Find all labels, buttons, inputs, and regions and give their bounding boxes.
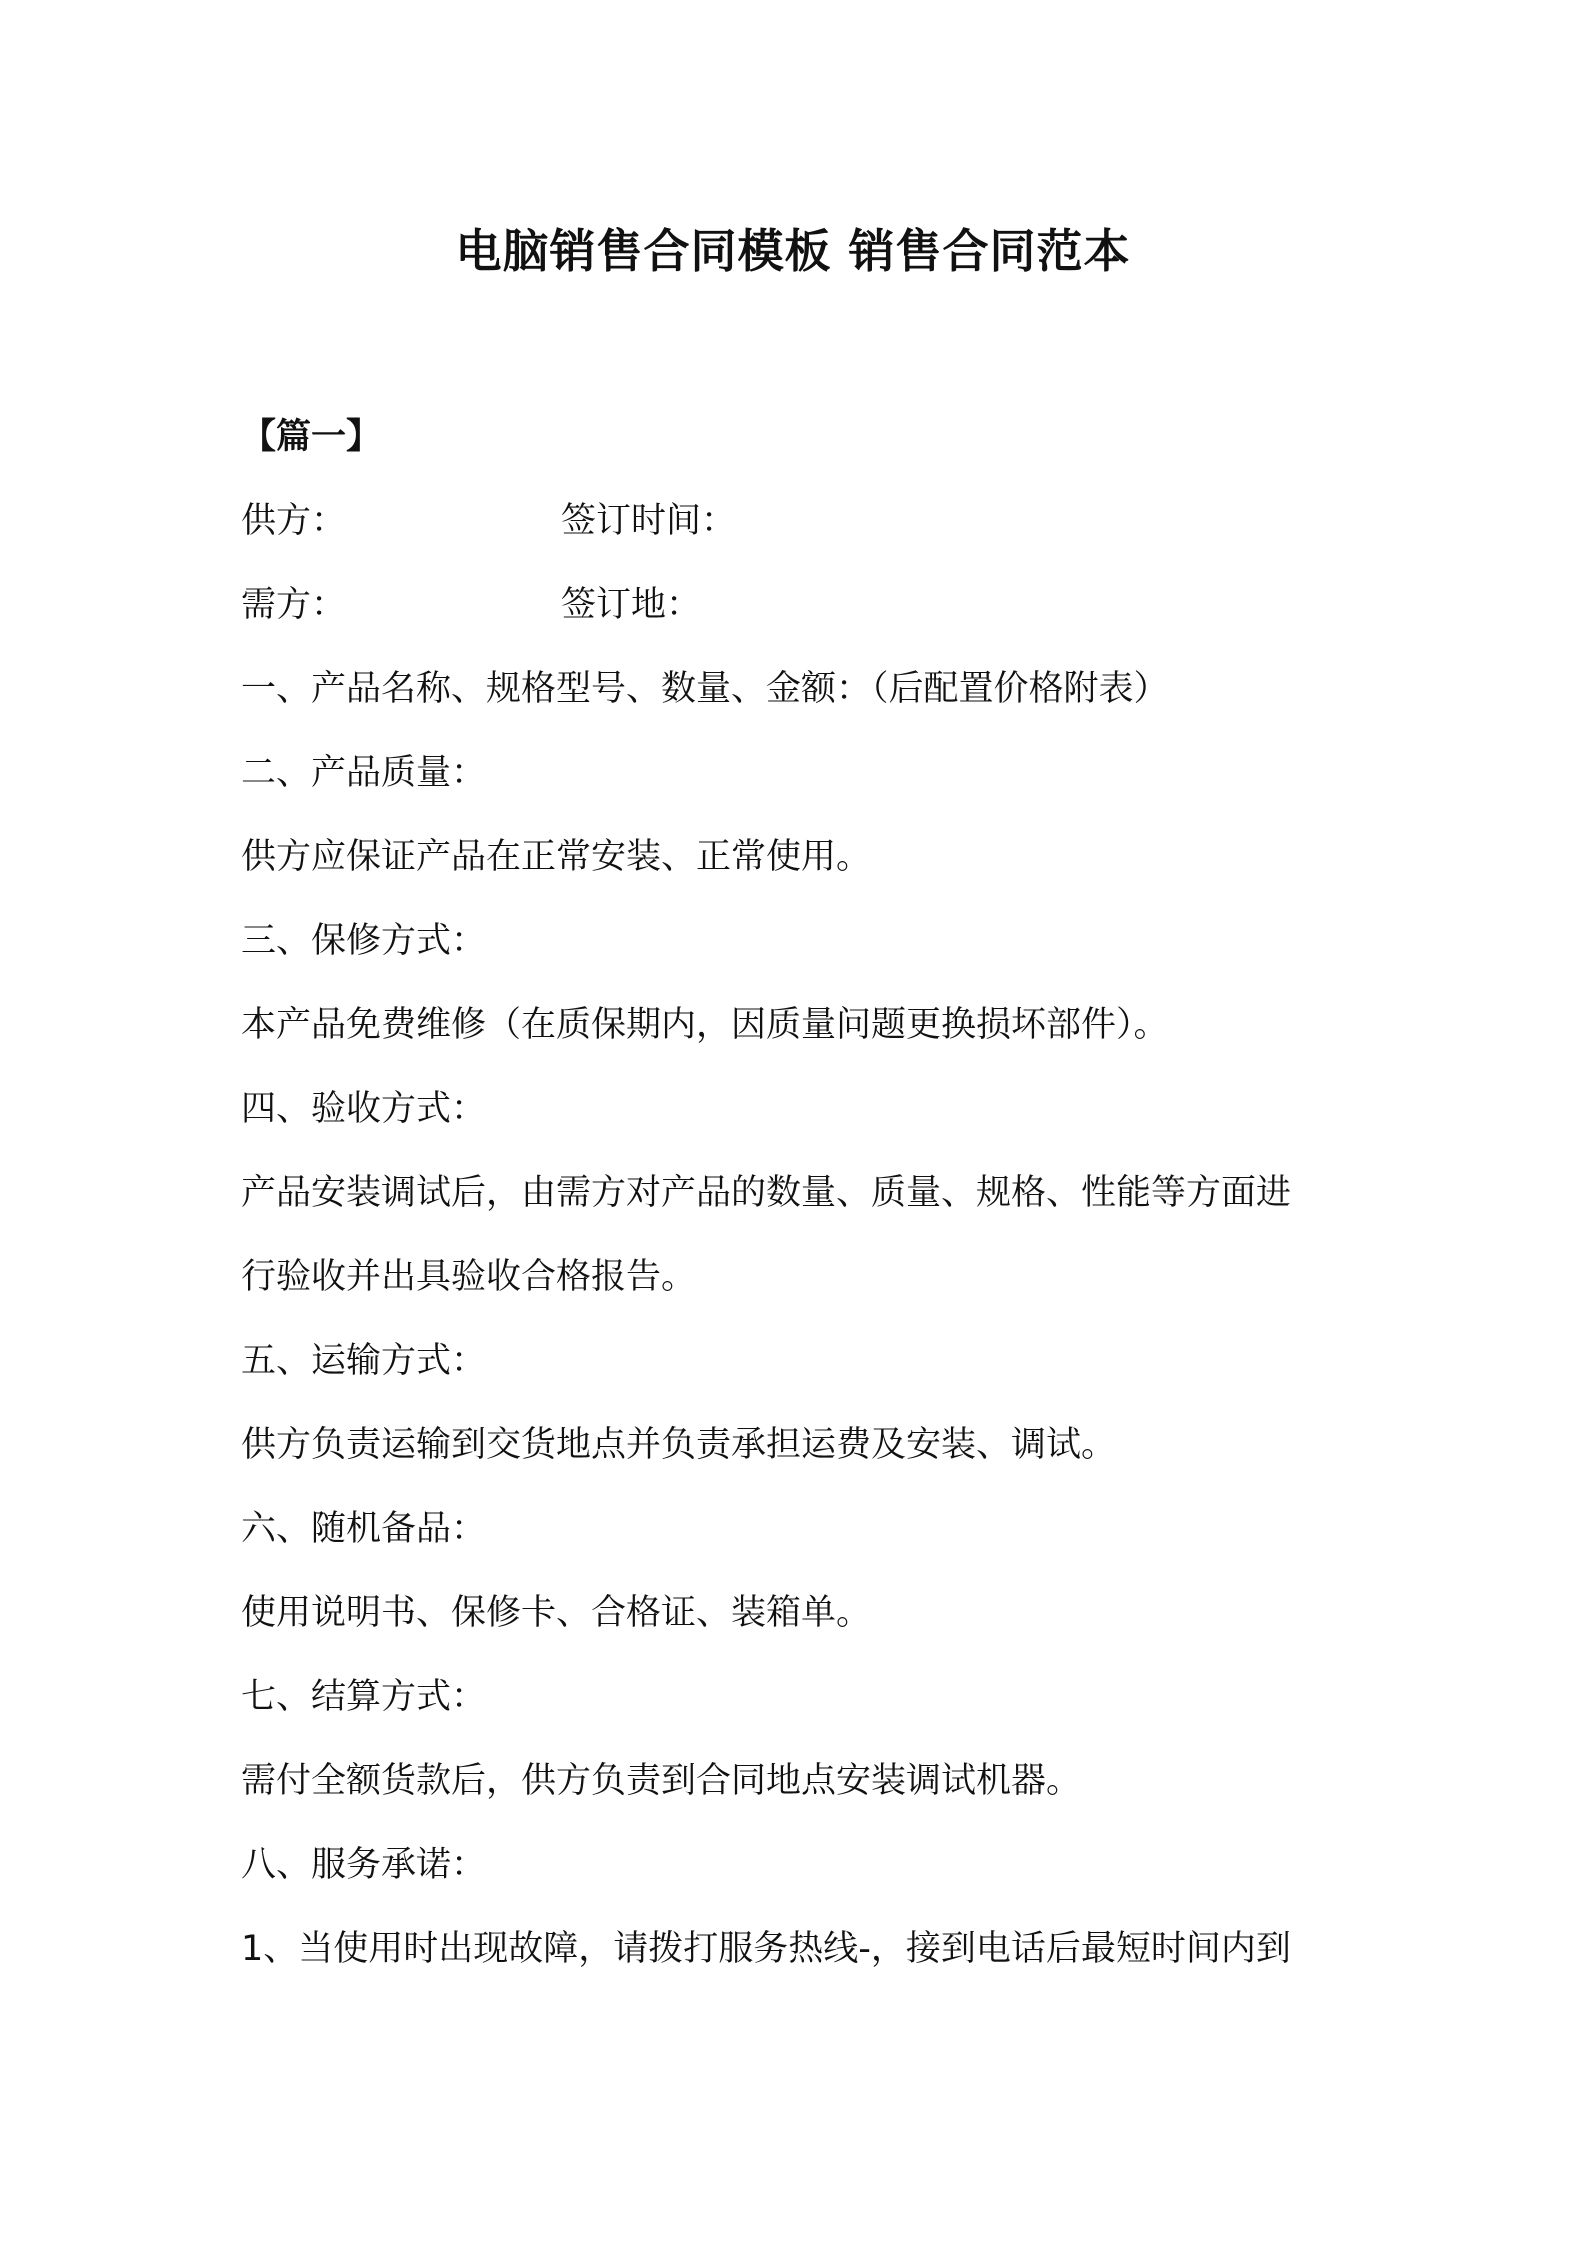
clause-6-body: 使用说明书、保修卡、合格证、装箱单。 [241, 1593, 872, 1633]
clause-3-body: 本产品免费维修（在质保期内，因质量问题更换损坏部件）。 [241, 1005, 1169, 1045]
clause-1-heading: 一、产品名称、规格型号、数量、金额：（后配置价格附表） [241, 669, 1169, 709]
supplier-label: 供方： [241, 501, 347, 541]
section-tag: 【篇一】 [241, 417, 382, 457]
document-title: 电脑销售合同模板 销售合同范本 [455, 224, 1131, 278]
clause-8-heading: 八、服务承诺： [241, 1845, 487, 1885]
clause-6-heading: 六、随机备品： [241, 1509, 487, 1549]
buyer-label: 需方： [241, 585, 347, 625]
sign-place-label: 签订地： [561, 585, 702, 625]
sign-time-label: 签订时间： [561, 501, 737, 541]
clause-7-body: 需付全额货款后，供方负责到合同地点安装调试机器。 [241, 1761, 1082, 1801]
clause-5-heading: 五、运输方式： [241, 1341, 487, 1381]
clause-5-body: 供方负责运输到交货地点并负责承担运费及安装、调试。 [241, 1425, 1117, 1465]
clause-4-body-2: 行验收并出具验收合格报告。 [241, 1257, 697, 1297]
clause-4-body-1: 产品安装调试后，由需方对产品的数量、质量、规格、性能等方面进 [241, 1173, 1292, 1213]
clause-7-heading: 七、结算方式： [241, 1677, 487, 1717]
clause-4-heading: 四、验收方式： [241, 1089, 487, 1129]
clause-2-body: 供方应保证产品在正常安装、正常使用。 [241, 837, 872, 877]
clause-2-heading: 二、产品质量： [241, 753, 487, 793]
clause-8-item-1: 1、当使用时出现故障，请拨打服务热线-，接到电话后最短时间内到 [241, 1929, 1291, 1969]
clause-3-heading: 三、保修方式： [241, 921, 487, 961]
